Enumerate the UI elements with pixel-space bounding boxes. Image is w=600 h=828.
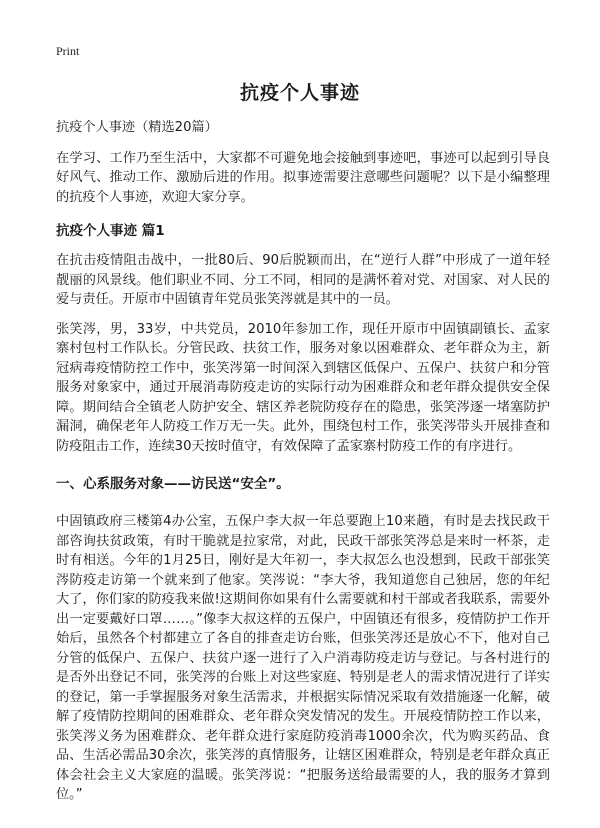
page-title: 抗疫个人事迹 — [239, 82, 360, 104]
document-subtitle: 抗疫个人事迹（精选20篇） — [56, 120, 218, 135]
body-paragraph: 中固镇政府三楼第4办公室，五保户李大叔一年总要跑上10来趟，有时是去找民政干部咨询扶贫政策，有时干脆就是拉家常，对此，民政干部张笑涔总是来时一杯茶，走时有相送。今年的1月25日，刚好是大年初一，李大叔怎么也没想到，民政干部张笑涔防疫走访第一个就来到了他家。笑涔说：“李大爷，我知道您自己独居，您的年纪大了，你们家的防疫我来做!这期间你如果有什么需要就和村干部或者我联系，需要外出一定要戴好口罩……。”像李大叔这样的五保户，中固镇还有很多，疫情防护工作开始后，虽然各个村都建立了各自的排查走访台账，但张笑涔还是放心不下，他对自己分管的低保户、五保户、扶贫户逐一进行了入户消毒防疫走访与登记。与各村进行的是否外出登记不同，张笑涔的台账上对这些家庭、特别是老人的需求情况进行了详实的登记，第一手掌握服务对象生活需求，并根据实际情况采取有效措施逐一化解，破解了疫情防控期间的困难群众、老年群众突发情况的发生。开展疫情防控工作以来，张笑涔义务为困难群众、老年群众进行家庭防疫消毒1000余次，代为购买药品、食品、生活必需品30余次，张笑涔的真情服务，让辖区困难群众，特别是老年群众真正体会社会主义大家庭的温暖。张笑涔说：“把服务送给最需要的人，我的服务才算到位。” — [56, 514, 550, 802]
subsection-heading: 一、心系服务对象——访民送“安全”。 — [56, 476, 290, 492]
print-label: Print — [56, 44, 80, 58]
body-paragraph: 张笑涔，男，33岁，中共党员，2010年参加工作，现任开原市中固镇副镇长、孟家寨村包村工作队长。分管民政、扶贫工作，服务对象以困难群众、老年群众为主，新冠病毒疫情防控工作中，张笑涔第一时间深入到辖区低保户、五保户、扶贫户和分管服务对象家中，通过开展消毒防疫走访的实际行动为困难群众和老年群众提供安全保障。期间结合全镇老人防护安全、辖区养老院防疫存在的隐患，张笑涔逐一堵塞防护漏洞，确保老年人防疫工作万无一失。此外，围绕包村工作，张笑涔带头开展排查和防疫阻击工作，连续30天按时值守，有效保障了孟家寨村防疫工作的有序进行。 — [56, 321, 550, 454]
body-paragraph: 在抗击疫情阻击战中，一批80后、90后脱颖而出，在“逆行人群”中形成了一道年轻靓丽的风景线。他们职业不同、分工不同，相同的是满怀着对党、对国家、对人民的爱与责任。开原市中固镇青年党员张笑涔就是其中的一员。 — [56, 253, 550, 307]
document-body — [56, 118, 550, 805]
section-heading: 抗疫个人事迹 篇1 — [56, 223, 165, 239]
intro-paragraph: 在学习、工作乃至生活中，大家都不可避免地会接触到事迹吧，事迹可以起到引导良好风气、推动工作、激励后进的作用。拟事迹需要注意哪些问题呢？以下是小编整理的抗疫个人事迹，欢迎大家分享。 — [56, 150, 550, 205]
